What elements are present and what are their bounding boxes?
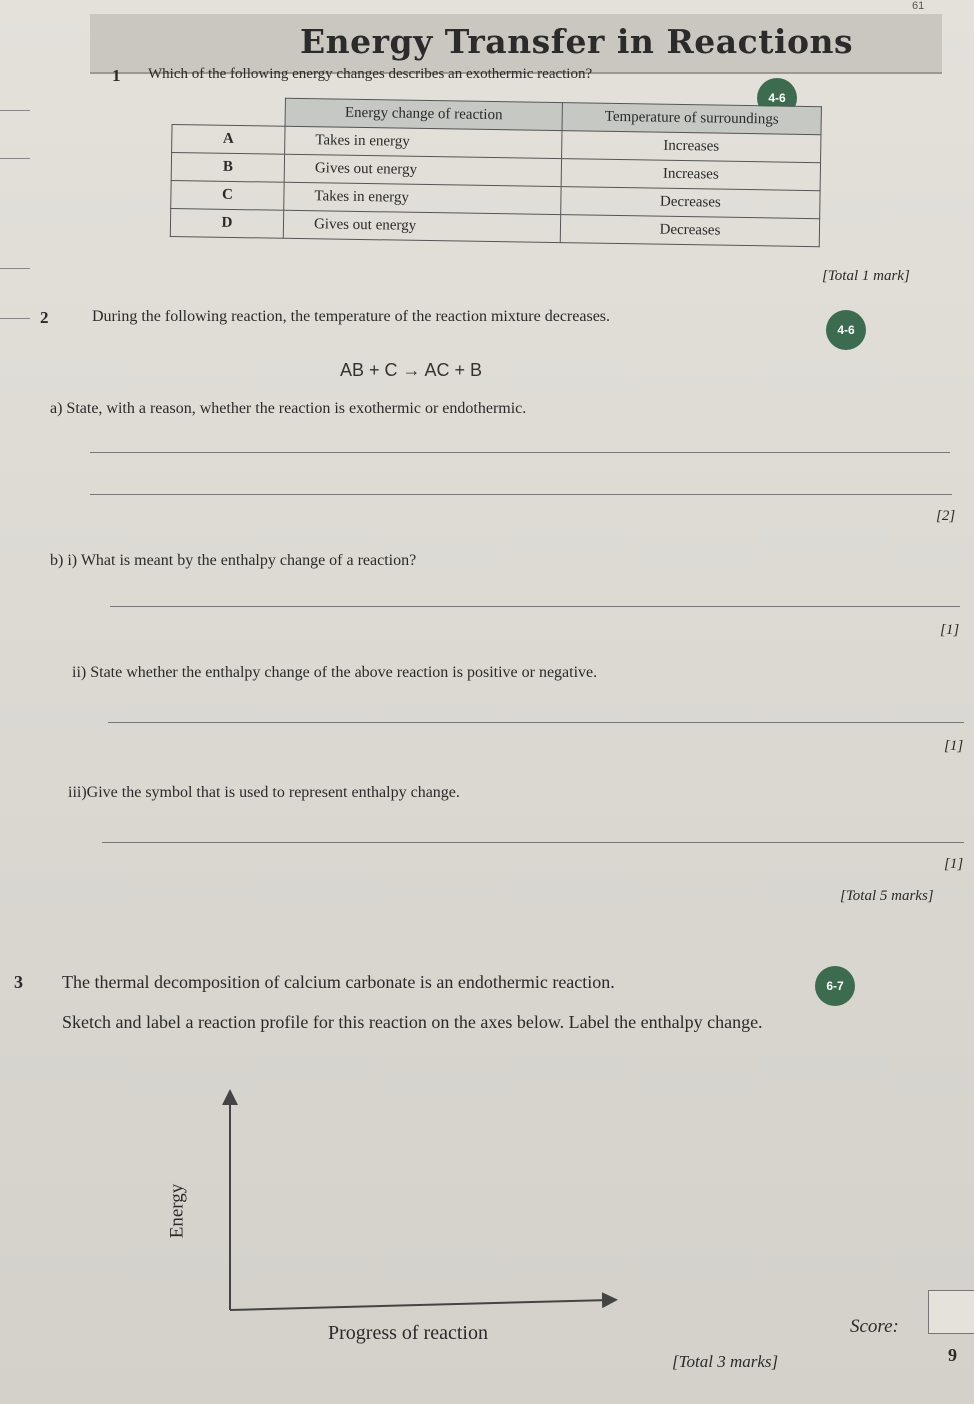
temp-cell: Increases [561,159,820,191]
margin-rule [0,110,30,111]
q2bi-marks: [1] [940,622,960,638]
q2-text: During the following reaction, the temperature of the reaction mixture decreases. [92,308,611,325]
page-number: 61 [912,0,925,12]
option-label: B [171,153,284,183]
q2a-answer-line-2[interactable] [90,494,952,495]
q3-instruction: Sketch and label a reaction profile for this reaction on the axes below. Label the enthalpy change. [62,1012,763,1032]
score-label: Score: [850,1316,899,1337]
score-input-box[interactable] [928,1290,974,1334]
q2biii-text: iii)Give the symbol that is used to represent enthalpy change. [68,784,460,801]
q2-grade-badge: 4-6 [826,310,866,350]
q2-number: 2 [40,308,49,327]
x-axis [230,1300,610,1310]
reaction-profile-axes[interactable] [185,1085,625,1355]
q2bii-marks: [1] [944,738,964,754]
q1-text: Which of the following energy changes describes an exothermic reaction? [148,66,593,82]
q3-number: 3 [14,972,23,992]
title-bar [90,14,942,74]
q1-number: 1 [112,66,121,85]
table-header-blank [172,97,285,127]
q1-options-table [170,96,822,247]
energy-cell: Gives out energy [283,210,560,242]
option-label: A [172,125,285,155]
temp-cell: Decreases [560,215,819,247]
q2-total-marks: [Total 5 marks] [840,888,934,904]
q2a-answer-line-1[interactable] [90,452,950,453]
energy-cell: Takes in energy [284,182,561,214]
table-header-temp: Temperature of surroundings [562,103,821,135]
q2a-marks: [2] [936,508,956,524]
temp-cell: Decreases [561,187,820,219]
x-axis-label: Progress of reaction [328,1322,488,1344]
page-title: Energy Transfer in Reactions [300,22,854,61]
q3-grade-badge: 6-7 [815,966,855,1006]
q2bii-answer-line[interactable] [108,722,964,723]
option-label: C [171,180,284,210]
y-axis-label: Energy [166,1183,188,1239]
q2bi-text: b) i) What is meant by the enthalpy change of a reaction? [50,552,417,569]
q2biii-answer-line[interactable] [102,842,964,843]
energy-cell: Takes in energy [285,126,562,158]
q3-total-marks: [Total 3 marks] [672,1352,779,1371]
margin-rule [0,318,30,319]
temp-cell: Increases [562,131,821,163]
option-label: D [170,208,283,238]
margin-rule [0,268,30,269]
score-denominator: 9 [948,1345,957,1365]
q1-grade-badge: 4-6 [757,78,797,118]
q2a-text: a) State, with a reason, whether the reaction is exothermic or endothermic. [50,400,527,417]
q2biii-marks: [1] [944,856,964,872]
q3-text: The thermal decomposition of calcium carbonate is an endothermic reaction. [62,972,615,992]
energy-cell: Gives out energy [284,154,561,186]
q1-total-marks: [Total 1 mark] [822,268,910,284]
margin-rule [0,158,30,159]
reaction-equation: AB + C → AC + B [340,360,483,380]
q2bi-answer-line[interactable] [110,606,960,607]
table-header-energy: Energy change of reaction [285,98,562,130]
q2bii-text: ii) State whether the enthalpy change of the above reaction is positive or negative. [72,664,598,681]
